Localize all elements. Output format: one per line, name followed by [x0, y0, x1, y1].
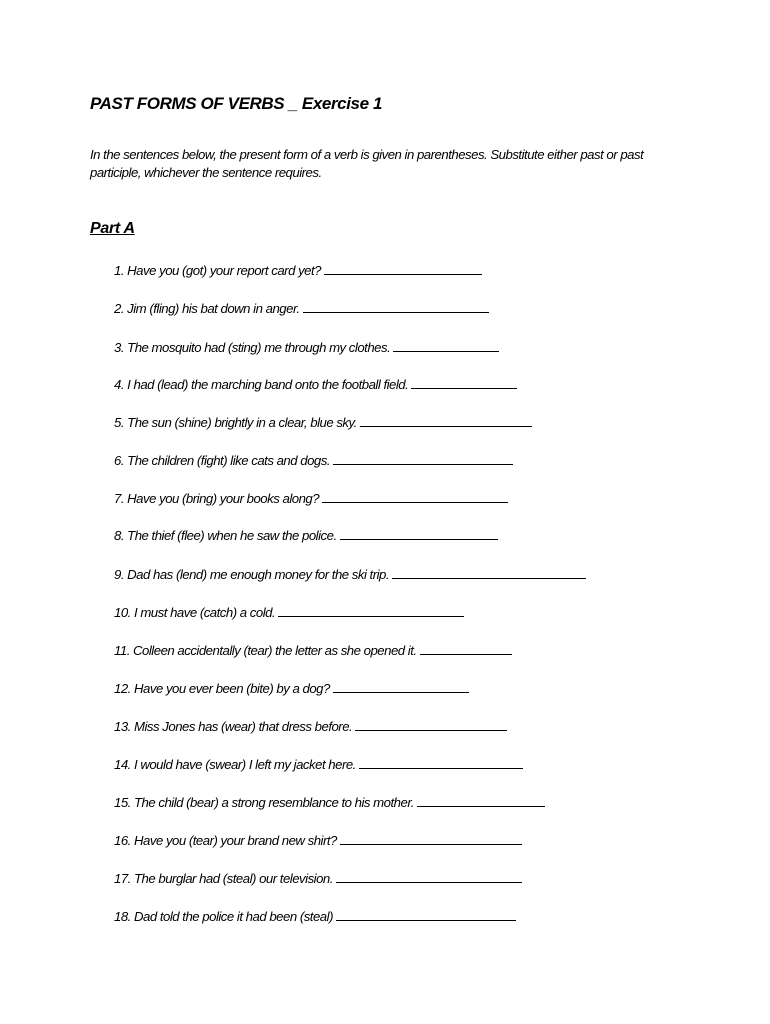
exercise-item — [114, 718, 507, 735]
answer-blank[interactable] — [420, 642, 512, 655]
worksheet-title: PAST FORMS OF VERBS _ Exercise 1 — [90, 94, 383, 113]
item-sentence: 8. The thief (flee) when he saw the police. — [114, 528, 337, 543]
answer-blank[interactable] — [393, 339, 499, 352]
exercise-item — [114, 490, 508, 507]
answer-blank[interactable] — [411, 376, 517, 389]
answer-blank[interactable] — [340, 527, 498, 540]
exercise-item — [114, 832, 522, 849]
answer-blank[interactable] — [336, 870, 522, 883]
item-sentence: 7. Have you (bring) your books along? — [114, 491, 320, 506]
exercise-item — [114, 452, 513, 469]
item-sentence: 14. I would have (swear) I left my jacket here. — [114, 757, 356, 772]
part-a-heading: Part A — [90, 220, 135, 237]
instructions-text: In the sentences below, the present form of a verb is given in parentheses. Substitute either past or past participle, whichever the sentence requires. — [90, 147, 644, 180]
item-sentence: 10. I must have (catch) a cold. — [114, 605, 276, 620]
exercise-item — [114, 794, 545, 811]
exercise-item — [114, 756, 523, 773]
exercise-item — [114, 680, 469, 697]
exercise-item — [114, 527, 498, 544]
answer-blank[interactable] — [322, 490, 508, 503]
item-sentence: 11. Colleen accidentally (tear) the letter as she opened it. — [114, 643, 417, 658]
exercise-item — [114, 414, 532, 431]
item-sentence: 4. I had (lead) the marching band onto the football field. — [114, 377, 409, 392]
exercise-item — [114, 604, 464, 621]
item-sentence: 18. Dad told the police it had been (steal) — [114, 909, 333, 924]
item-sentence: 3. The mosquito had (sting) me through my clothes. — [114, 340, 391, 355]
answer-blank[interactable] — [417, 794, 545, 807]
exercise-item — [114, 262, 482, 279]
exercise-item — [114, 908, 516, 925]
item-sentence: 5. The sun (shine) brightly in a clear, blue sky. — [114, 415, 357, 430]
answer-blank[interactable] — [278, 604, 464, 617]
exercise-item — [114, 870, 522, 887]
item-sentence: 15. The child (bear) a strong resemblance to his mother. — [114, 795, 414, 810]
exercise-item — [114, 642, 512, 659]
answer-blank[interactable] — [333, 680, 469, 693]
answer-blank[interactable] — [303, 300, 489, 313]
answer-blank[interactable] — [392, 566, 586, 579]
answer-blank[interactable] — [333, 452, 513, 465]
answer-blank[interactable] — [340, 832, 522, 845]
item-sentence: 6. The children (fight) like cats and dogs. — [114, 453, 330, 468]
item-sentence: 17. The burglar had (steal) our television. — [114, 871, 333, 886]
item-sentence: 2. Jim (fling) his bat down in anger. — [114, 301, 300, 316]
answer-blank[interactable] — [359, 756, 523, 769]
item-sentence: 12. Have you ever been (bite) by a dog? — [114, 681, 330, 696]
item-sentence: 13. Miss Jones has (wear) that dress before. — [114, 719, 353, 734]
answer-blank[interactable] — [336, 908, 516, 921]
answer-blank[interactable] — [360, 414, 532, 427]
item-sentence: 9. Dad has (lend) me enough money for the ski trip. — [114, 567, 390, 582]
item-sentence: 16. Have you (tear) your brand new shirt? — [114, 833, 337, 848]
exercise-item — [114, 376, 517, 393]
exercise-item — [114, 300, 489, 317]
item-sentence: 1. Have you (got) your report card yet? — [114, 263, 321, 278]
answer-blank[interactable] — [355, 718, 507, 731]
answer-blank[interactable] — [324, 262, 482, 275]
exercise-item — [114, 339, 499, 356]
exercise-item — [114, 566, 586, 583]
